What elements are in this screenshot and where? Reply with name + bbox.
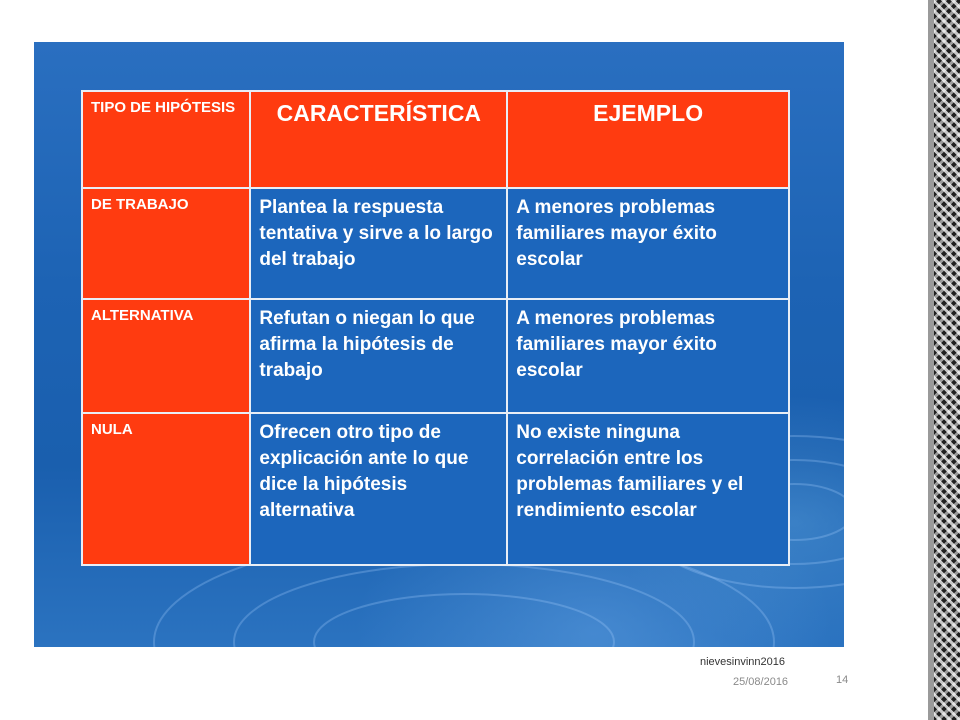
- footer-author: nievesinvinn2016: [700, 656, 786, 668]
- cell-ejemplo: No existe ninguna correlación entre los problemas familiares y el rendimiento escolar: [507, 413, 789, 565]
- footer-date: 25/08/2016: [733, 676, 789, 688]
- cell-caracteristica: Ofrecen otro tipo de explicación ante lo que dice la hipótesis alternativa: [250, 413, 507, 565]
- hypothesis-types-table: [81, 90, 790, 566]
- header-ejemplo: EJEMPLO: [507, 91, 789, 188]
- table-row: [82, 299, 789, 413]
- table-row: [82, 188, 789, 299]
- table-row: [82, 413, 789, 565]
- cell-caracteristica: Plantea la respuesta tentativa y sirve a lo largo del trabajo: [250, 188, 507, 299]
- slide-image: [34, 42, 844, 647]
- row-label-alternativa: ALTERNATIVA: [82, 299, 250, 413]
- decorative-edge-strip: [928, 0, 960, 720]
- header-caracteristica: CARACTERÍSTICA: [250, 91, 507, 188]
- page-number: 14: [836, 674, 849, 686]
- cell-caracteristica: Refutan o niegan lo que afirma la hipótesis de trabajo: [250, 299, 507, 413]
- cell-ejemplo: A menores problemas familiares mayor éxito escolar: [507, 188, 789, 299]
- row-label-nula: NULA: [82, 413, 250, 565]
- row-label-de-trabajo: DE TRABAJO: [82, 188, 250, 299]
- table-header-row: [82, 91, 789, 188]
- header-tipo-de-hipotesis: TIPO DE HIPÓTESIS: [82, 91, 250, 188]
- cell-ejemplo: A menores problemas familiares mayor éxito escolar: [507, 299, 789, 413]
